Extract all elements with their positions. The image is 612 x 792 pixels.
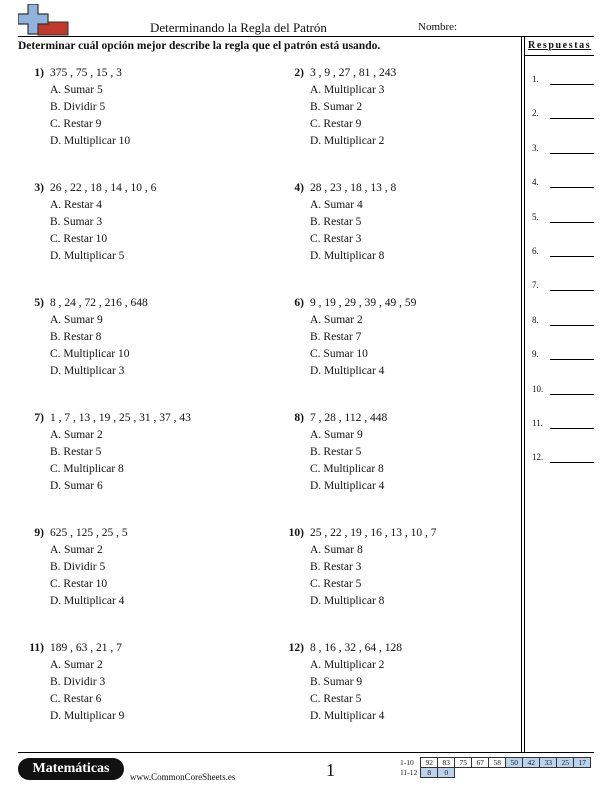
option-item: A. Sumar 4 (310, 199, 363, 211)
answer-column-divider (521, 36, 522, 752)
answer-number: 11. (532, 418, 543, 428)
score-cell: 67 (472, 758, 489, 768)
problem-number: 8) (294, 412, 304, 424)
option-item: A. Sumar 9 (50, 314, 103, 326)
option-item: A. Sumar 2 (50, 429, 103, 441)
problem-number: 9) (34, 527, 44, 539)
option-item: C. Restar 5 (310, 693, 362, 705)
problem-sequence: 375 , 75 , 15 , 3 (50, 67, 122, 79)
problem-number: 3) (34, 182, 44, 194)
score-empty (455, 768, 591, 778)
option-item: C. Restar 6 (50, 693, 102, 705)
answer-number: 1. (532, 74, 539, 84)
option-item: B. Sumar 3 (50, 216, 103, 228)
answer-blank[interactable] (550, 394, 594, 395)
option-item: A. Multiplicar 2 (310, 659, 385, 671)
option-list (310, 82, 384, 150)
option-item: C. Restar 10 (50, 578, 108, 590)
problem-sequence: 8 , 24 , 72 , 216 , 648 (50, 297, 148, 309)
answer-row (532, 177, 596, 189)
option-list (50, 312, 130, 380)
answer-number: 12. (532, 452, 544, 463)
option-list (50, 427, 124, 495)
score-table (398, 757, 591, 778)
score-row-label: 11-12 (400, 768, 418, 777)
option-list (50, 542, 124, 610)
score-cell: 58 (489, 758, 506, 768)
problem-sequence: 9 , 19 , 29 , 39 , 49 , 59 (310, 297, 417, 309)
problem-sequence: 25 , 22 , 19 , 16 , 13 , 10 , 7 (310, 527, 437, 539)
option-item: C. Restar 5 (310, 578, 362, 590)
problem-number: 4) (294, 182, 304, 194)
answer-row (532, 108, 596, 120)
answer-number: 4. (532, 177, 539, 188)
header-divider (18, 36, 594, 37)
answer-blank[interactable] (550, 359, 594, 360)
option-item: B. Sumar 2 (310, 101, 363, 113)
answer-row (532, 143, 596, 155)
option-item: B. Restar 3 (310, 561, 362, 573)
answer-number: 6. (532, 246, 539, 256)
option-item: B. Restar 5 (310, 446, 362, 458)
answer-blank[interactable] (550, 462, 594, 463)
score-row (398, 758, 591, 768)
problem-number: 7) (34, 412, 44, 424)
answers-head-underline (524, 55, 594, 56)
option-list (310, 427, 384, 495)
footer-divider (18, 752, 594, 753)
score-cell: 75 (455, 758, 472, 768)
option-item: A. Restar 4 (50, 199, 103, 211)
option-item: C. Multiplicar 8 (50, 463, 124, 475)
score-cell: 42 (523, 758, 540, 768)
score-cell: 8 (421, 768, 438, 778)
score-row-label: 1-10 (400, 758, 414, 767)
score-cell: 33 (540, 758, 557, 768)
option-item: B. Restar 8 (50, 331, 102, 343)
option-item: B. Dividir 5 (50, 101, 106, 113)
answer-blank[interactable] (550, 84, 594, 85)
answer-blank[interactable] (550, 428, 594, 429)
option-item: D. Multiplicar 10 (50, 135, 131, 147)
score-cell: 92 (421, 758, 438, 768)
problem-sequence: 26 , 22 , 18 , 14 , 10 , 6 (50, 182, 157, 194)
option-item: D. Multiplicar 4 (50, 595, 125, 607)
answer-blank[interactable] (550, 290, 594, 291)
problem-number: 10) (288, 527, 304, 539)
option-list (50, 82, 130, 150)
score-cell: 0 (438, 768, 455, 778)
answer-row (532, 246, 596, 258)
plus-logo-icon (18, 4, 70, 36)
name-label: Nombre: (418, 21, 458, 33)
problem-sequence: 28 , 23 , 18 , 13 , 8 (310, 182, 397, 194)
problem-sequence: 625 , 125 , 25 , 5 (50, 527, 128, 539)
score-row (398, 768, 591, 778)
answer-number: 8. (532, 314, 539, 325)
option-item: A. Sumar 2 (310, 314, 363, 326)
problem-number: 12) (288, 642, 304, 654)
site-url: www.CommonCoreSheets.es (130, 772, 236, 782)
instructions: Determinar cuál opción mejor describe la regla que el patrón está usando. (18, 40, 381, 52)
answer-row (532, 74, 596, 86)
score-cell: 83 (438, 758, 455, 768)
problem-number: 1) (34, 67, 44, 79)
answer-column-divider-inner (524, 36, 525, 752)
answer-row (532, 384, 596, 396)
option-item: B. Restar 5 (50, 446, 102, 458)
option-list (310, 197, 384, 265)
option-item: A. Multiplicar 3 (310, 84, 385, 96)
option-item: D. Multiplicar 4 (310, 480, 385, 492)
problem-sequence: 8 , 16 , 32 , 64 , 128 (310, 642, 402, 654)
option-item: A. Sumar 9 (310, 429, 363, 441)
answer-blank[interactable] (550, 325, 594, 326)
score-cell: 25 (557, 758, 574, 768)
option-item: B. Restar 5 (310, 216, 362, 228)
answer-row (532, 418, 596, 430)
option-item: A. Sumar 2 (50, 659, 103, 671)
answer-row (532, 280, 596, 292)
option-item: C. Restar 9 (310, 118, 362, 130)
option-item: A. Sumar 8 (310, 544, 363, 556)
problem-number: 2) (294, 67, 304, 79)
option-item: C. Sumar 10 (310, 348, 368, 360)
score-cell: 17 (574, 758, 591, 768)
option-item: D. Multiplicar 2 (310, 135, 385, 147)
answer-number: 9. (532, 349, 539, 360)
option-item: B. Dividir 5 (50, 561, 106, 573)
answer-number: 5. (532, 211, 539, 222)
option-item: D. Multiplicar 9 (50, 710, 125, 722)
option-item: A. Sumar 2 (50, 544, 103, 556)
option-list (310, 542, 384, 610)
page-number: 1 (326, 760, 335, 780)
option-item: D. Multiplicar 4 (310, 365, 385, 377)
option-item: D. Multiplicar 8 (310, 595, 385, 607)
problem-number: 5) (34, 297, 44, 309)
option-item: B. Dividir 3 (50, 676, 106, 688)
option-list (50, 197, 124, 265)
problem-sequence: 189 , 63 , 21 , 7 (50, 642, 122, 654)
option-item: A. Sumar 5 (50, 84, 103, 96)
page-title: Determinando la Regla del Patrón (150, 20, 327, 35)
answer-number: 2. (532, 108, 539, 119)
option-list (50, 657, 124, 725)
option-item: C. Restar 3 (310, 233, 362, 245)
answers-heading: Respuestas (528, 40, 592, 51)
option-item: C. Restar 9 (50, 118, 102, 130)
option-item: C. Restar 10 (50, 233, 108, 245)
problem-sequence: 7 , 28 , 112 , 448 (310, 412, 388, 424)
problem-number: 6) (294, 297, 304, 309)
option-list (310, 657, 384, 725)
answer-row (532, 212, 596, 224)
option-item: D. Multiplicar 4 (310, 710, 385, 722)
answer-number: 10. (532, 383, 544, 394)
answer-blank[interactable] (550, 187, 594, 188)
answer-row (532, 452, 596, 464)
answer-number: 3. (532, 142, 539, 153)
option-item: B. Sumar 9 (310, 676, 363, 688)
answer-blank[interactable] (550, 222, 594, 223)
score-cell: 50 (506, 758, 523, 768)
answer-blank[interactable] (550, 256, 594, 257)
problem-sequence: 1 , 7 , 13 , 19 , 25 , 31 , 37 , 43 (50, 412, 191, 424)
answer-blank[interactable] (550, 153, 594, 154)
answer-blank[interactable] (550, 118, 594, 119)
option-item: D. Multiplicar 5 (50, 250, 125, 262)
problem-sequence: 3 , 9 , 27 , 81 , 243 (310, 67, 397, 79)
answer-row (532, 349, 596, 361)
option-item: B. Restar 7 (310, 331, 362, 343)
problem-number: 11) (29, 642, 44, 654)
option-item: C. Multiplicar 8 (310, 463, 384, 475)
option-item: D. Multiplicar 8 (310, 250, 385, 262)
option-item: C. Multiplicar 10 (50, 348, 130, 360)
option-list (310, 312, 384, 380)
answer-row (532, 315, 596, 327)
subject-badge: Matemáticas (18, 758, 124, 780)
option-item: D. Sumar 6 (50, 480, 103, 492)
answer-number: 7. (532, 280, 539, 291)
option-item: D. Multiplicar 3 (50, 365, 125, 377)
